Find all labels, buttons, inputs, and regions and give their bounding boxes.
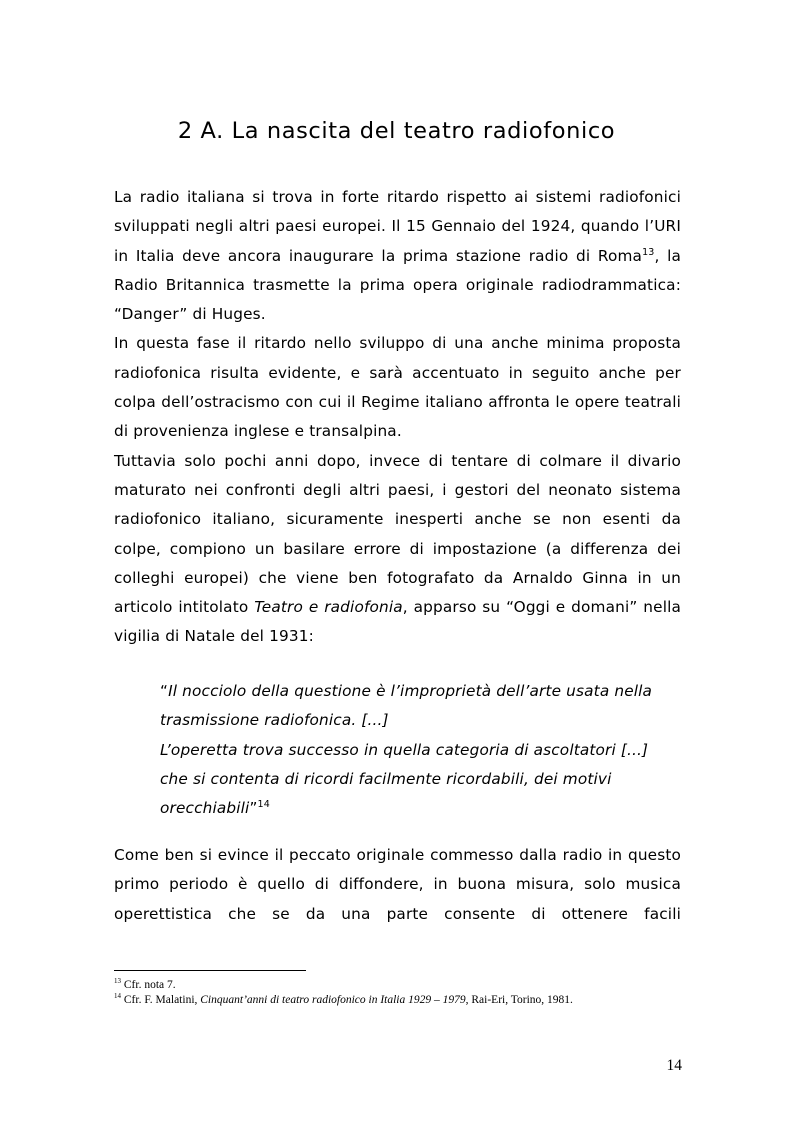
block-quote: [160, 677, 680, 823]
chapter-title: 2 A. La nascita del teatro radiofonico: [177, 118, 616, 144]
main-text-continued: [114, 841, 681, 929]
footnote-14-suffix: , Rai-Eri, Torino, 1981.: [465, 994, 573, 1006]
footnote-14-number: 14: [114, 992, 121, 1001]
footnote-ref-13[interactable]: 13: [642, 246, 655, 258]
page-number: 14: [666, 1057, 682, 1074]
paragraph-1-text: La radio italiana si trova in forte ritardo rispetto ai sistemi radiofonici sviluppati negli altri paesi europei. Il 15 Gennaio del 1924, quando l’URI in Italia deve ancora inaugurare la prima stazione radio di Roma: [114, 188, 681, 265]
quote-line-2: trasmissione radiofonica. [...]: [160, 711, 389, 730]
footnote-13-text: Cfr. nota 7.: [121, 979, 176, 991]
paragraph-3-text: Tuttavia solo pochi anni dopo, invece di tentare di colmare il divario maturato nei confronti degli altri paesi, i gestori del neonato sistema radiofonico italiano, sicuramente inesperti anche se non esenti da colpe, compiono un basilare errore di impostazione (a differenza dei colleghi europei) che viene ben fotografato da Arnaldo Ginna in un articolo intitolato: [114, 451, 681, 617]
article-title: Teatro e radiofonia: [254, 598, 403, 617]
footnote-14: [114, 993, 694, 1008]
paragraph-4: Come ben si evince il peccato originale commesso dalla radio in questo primo periodo è quello di diffondere, in buona misura, solo musica operettistica che se da una parte consente di ottenere facili: [114, 846, 681, 923]
footnote-ref-14[interactable]: 14: [257, 799, 270, 811]
main-text: [114, 183, 681, 652]
quote-line-1: [160, 677, 680, 706]
quote-close-mark: ”: [249, 799, 258, 818]
quote-line-5: [160, 794, 680, 823]
footnote-14-prefix: Cfr. F. Malatini,: [121, 994, 201, 1006]
footnote-13-number: 13: [114, 977, 121, 986]
quote-line-4: che si contenta di ricordi facilmente ricordabili, dei motivi: [160, 769, 612, 788]
footnote-14-book-title: Cinquant’anni di teatro radiofonico in Italia 1929 – 1979: [200, 994, 466, 1006]
paragraph-1: [114, 183, 681, 329]
footnote-13: [114, 978, 694, 993]
footnote-separator: [114, 970, 306, 971]
quote-line-3: L’operetta trova successo in quella categoria di ascoltatori [...]: [160, 740, 649, 759]
quote-text-5: orecchiabili: [160, 799, 250, 818]
paragraph-3-text-cont: , apparso su “Oggi e domani” nella vigilia di Natale del 1931:: [114, 598, 682, 646]
quote-text-1: Il nocciolo della questione è l’improprietà dell’arte usata nella: [168, 682, 653, 700]
paragraph-1-text-cont: , la Radio Britannica trasmette la prima opera originale radiodrammatica: “Danger” di Huges.: [114, 246, 681, 324]
footnotes: [114, 978, 694, 1008]
paragraph-3: [114, 447, 681, 652]
quote-open-mark: “: [160, 682, 169, 700]
paragraph-2: In questa fase il ritardo nello sviluppo di una anche minima proposta radiofonica risulta evidente, e sarà accentuato in seguito anche per colpa dell’ostracismo con cui il Regime italiano affronta le opere teatrali di provenienza inglese e transalpina.: [114, 334, 681, 441]
